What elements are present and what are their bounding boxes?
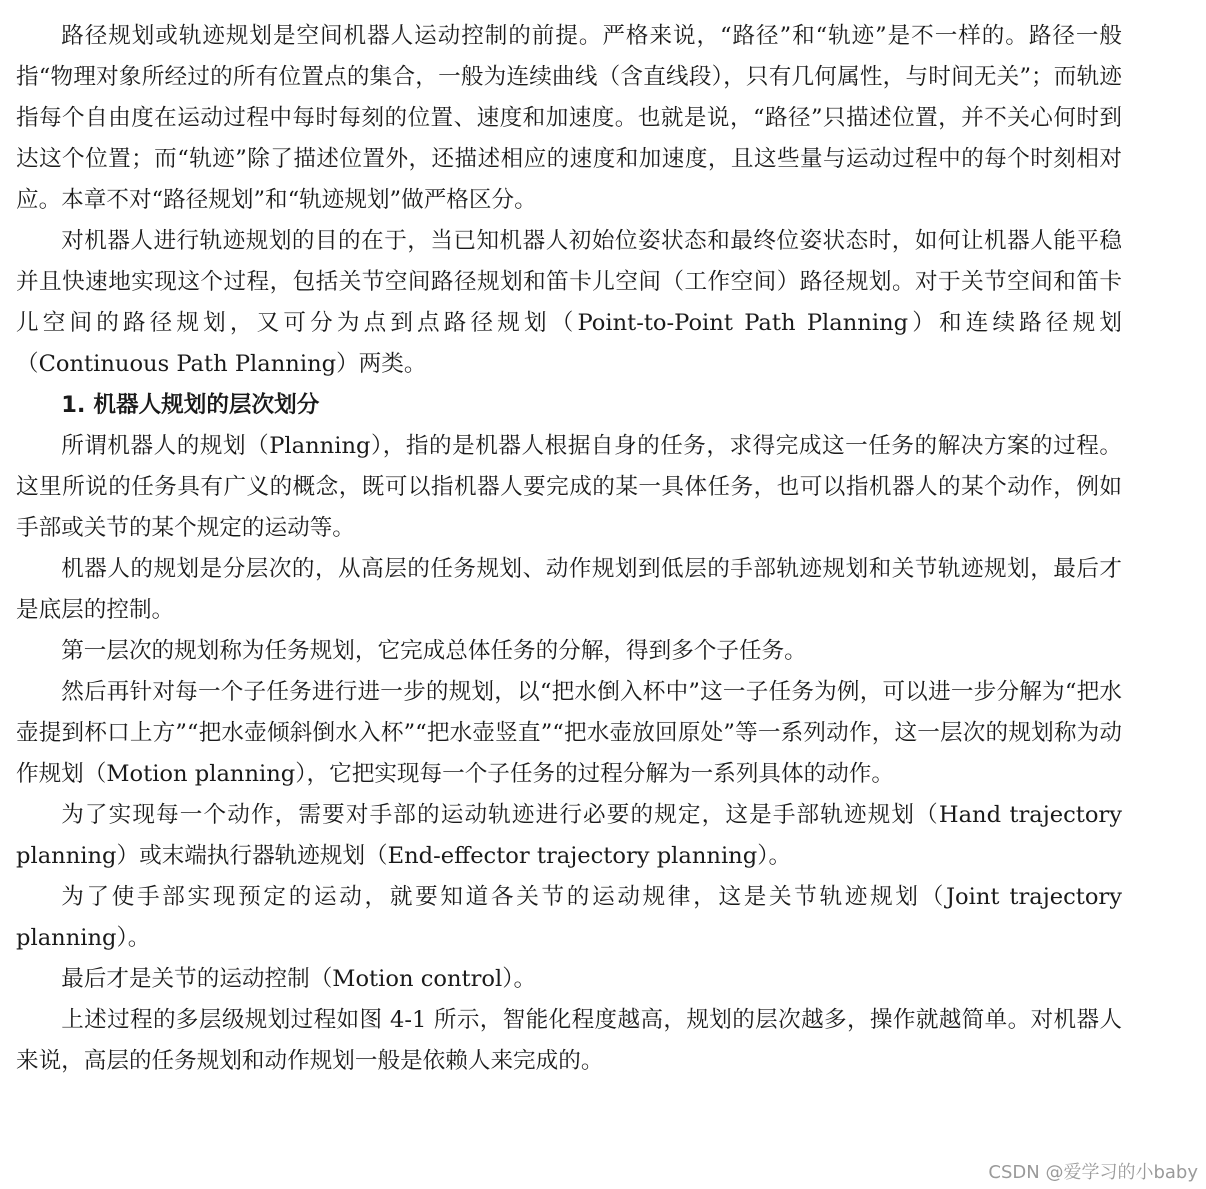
paragraph: 然后再针对每一个子任务进行进一步的规划，以“把水倒入杯中”这一子任务为例，可以进一步分解为“把水壶提到杯口上方”“把水壶倾斜倒水入杯”“把水壶竖直”“把水壶放回原处”等一系列动作，这一层次的规划称为动作规划（Motion planning），它把实现每一个子任务的过程分解为一系列具体的动作。	[16, 679, 1122, 787]
watermark: CSDN @爱学习的小baby	[988, 1162, 1198, 1183]
paragraph: 第一层次的规划称为任务规划，它完成总体任务的分解，得到多个子任务。	[61, 638, 807, 664]
paragraph: 上述过程的多层级规划过程如图 4-1 所示，智能化程度越高，规划的层次越多，操作就越简单。对机器人来说，高层的任务规划和动作规划一般是依赖人来完成的。	[16, 1007, 1122, 1074]
section-heading: 1. 机器人规划的层次划分	[61, 392, 320, 418]
paragraph: 对机器人进行轨迹规划的目的在于，当已知机器人初始位姿状态和最终位姿状态时，如何让机器人能平稳并且快速地实现这个过程，包括关节空间路径规划和笛卡儿空间（工作空间）路径规划。对于关节空间和笛卡儿空间的路径规划，又可分为点到点路径规划（Point-to-Point Path Planning）和连续路径规划（Continuous Path Planning）两类。	[16, 228, 1122, 377]
paragraph: 为了使手部实现预定的运动，就要知道各关节的运动规律，这是关节轨迹规划（Joint trajectory planning）。	[16, 884, 1122, 951]
paragraph: 机器人的规划是分层次的，从高层的任务规划、动作规划到低层的手部轨迹规划和关节轨迹规划，最后才是底层的控制。	[16, 556, 1122, 623]
paragraph: 为了实现每一个动作，需要对手部的运动轨迹进行必要的规定，这是手部轨迹规划（Hand trajectory planning）或末端执行器轨迹规划（End-effector trajectory planning）。	[16, 802, 1122, 869]
paragraph: 路径规划或轨迹规划是空间机器人运动控制的前提。严格来说，“路径”和“轨迹”是不一样的。路径一般指“物理对象所经过的所有位置点的集合，一般为连续曲线（含直线段），只有几何属性，与时间无关”；而轨迹指每个自由度在运动过程中每时每刻的位置、速度和加速度。也就是说，“路径”只描述位置，并不关心何时到达这个位置；而“轨迹”除了描述位置外，还描述相应的速度和加速度，且这些量与运动过程中的每个时刻相对应。本章不对“路径规划”和“轨迹规划”做严格区分。	[16, 23, 1122, 213]
document-body	[16, 16, 1122, 1082]
paragraph: 所谓机器人的规划（Planning），指的是机器人根据自身的任务，求得完成这一任务的解决方案的过程。这里所说的任务具有广义的概念，既可以指机器人要完成的某一具体任务，也可以指机器人的某个动作，例如手部或关节的某个规定的运动等。	[16, 433, 1122, 541]
paragraph: 最后才是关节的运动控制（Motion control）。	[61, 966, 537, 992]
